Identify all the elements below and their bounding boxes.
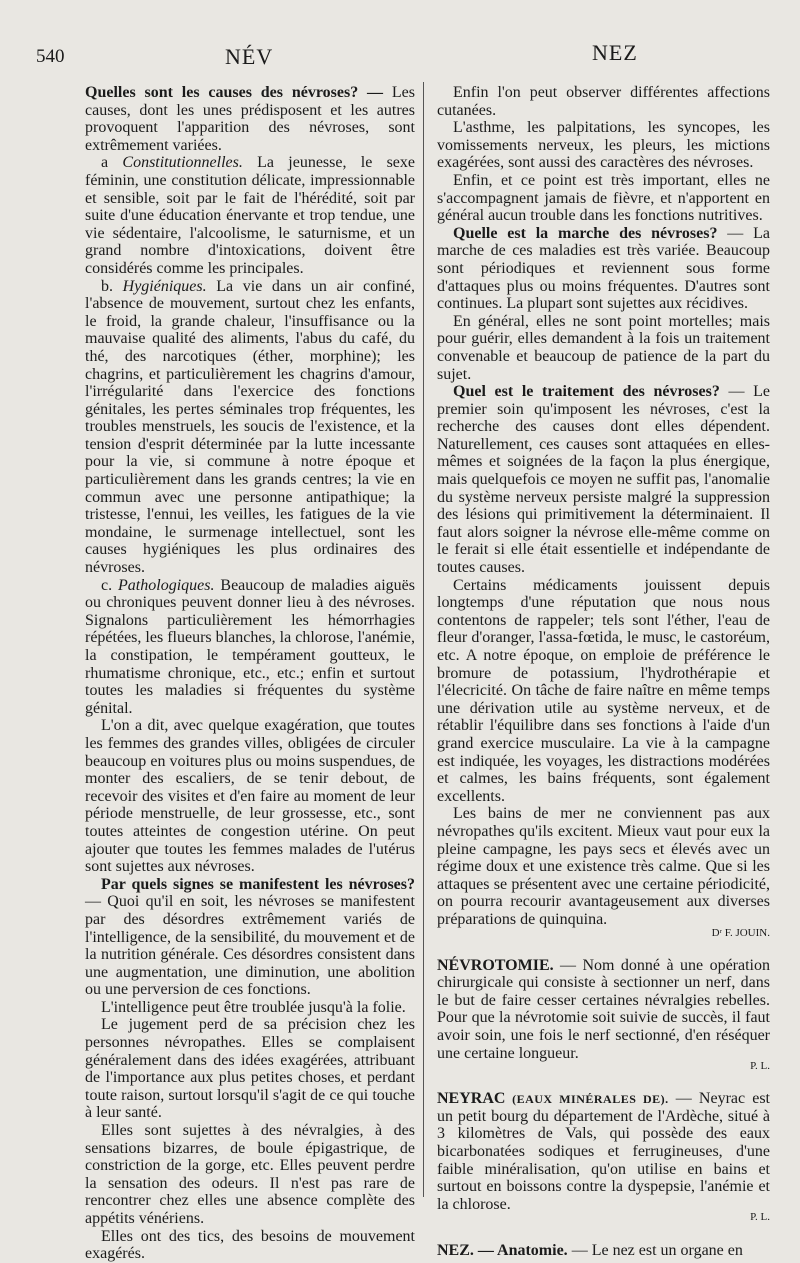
running-head-left: NÉV	[225, 44, 274, 69]
dictionary-entry: NEZ. — Anatomie. — Le nez est un organe en	[437, 1241, 743, 1259]
paragraph: Quelles sont les causes des névroses? — Les causes, dont les unes prédisposent et les autres provoquent l'apparition des névroses, sont extrêmement variées.	[85, 84, 415, 154]
paragraph: Quel est le traitement des névroses? — Le premier soin qu'imposent les névroses, c'est la recherche des causes dont elles dépendent. Naturellement, ces causes sont attaquées en elles-mêmes et soignées de la façon la plus énergique, mais quelquefois ce moyen ne suffit pas, l'anomalie du système nerveux persiste malgré la suppression des lésions qui primitivement la déterminaient. Il faut alors soigner la névrose elle-même comme on le ferait si elle était essentielle et indépendante de toutes causes.	[437, 383, 770, 577]
paragraph: Par quels signes se manifestent les névroses? — Quoi qu'il en soit, les névroses se manifestent par des désordres extrêmement variés de l'intelligence, de la sensibilité, du mouvement et de la nutrition générale. Ces désordres consistent dans une augmentation, une diminution, une abolition ou une perversion de ces fonctions.	[85, 875, 415, 999]
entry-headword: NEZ.	[437, 1241, 474, 1259]
subheading: Pathologiques.	[118, 576, 215, 594]
entry-subtitle: (EAUX MINÉRALES DE).	[505, 1092, 669, 1107]
paragraph: L'asthme, les palpitations, les syncopes, les vomissements nerveux, les pleurs, les mictions exagérées, sont aussi des caractères des névroses.	[437, 119, 770, 172]
paragraph: a Constitutionnelles. La jeunesse, le sexe féminin, une constitution délicate, impressionnable et sensible, soit par le fait de l'hérédité, soit par suite d'une éducation énervante et trop tendue, une vie sédentaire, l'alcoolisme, le saturnisme, et un grand nombre d'intoxications, doivent être considérés comme les principales.	[85, 154, 415, 277]
paragraph: Elles sont sujettes à des névralgies, à des sensations bizarres, de boule épigastrique, de constriction de la gorge, etc. Elles peuvent perdre la sensation des odeurs. Il n'est pas rare de rencontrer chez elles une absence complète des appétits vénériens.	[85, 1122, 415, 1227]
running-head-right: NEZ	[592, 40, 638, 65]
page-number: 540	[36, 46, 65, 67]
question-heading: Quelles sont les causes des névroses? —	[85, 84, 384, 101]
column-divider	[423, 82, 424, 1197]
question-heading: Quelle est la marche des névroses?	[453, 224, 718, 242]
entry-headword: NÉVROTOMIE.	[437, 956, 554, 974]
paragraph: Les bains de mer ne conviennent pas aux névropathes qu'ils excitent. Mieux vaut pour eux la pleine campagne, les pays secs et élevés avec un régime doux et une existence très calme. Que si les attaques se présentent avec une certaine périodicité, on pourra recourir avantageusement aux diverses préparations de quinquina.	[437, 805, 770, 928]
entry-headword: NEYRAC	[437, 1090, 506, 1108]
author-signature: P. L.	[750, 1060, 770, 1073]
question-heading: Quel est le traitement des névroses?	[453, 383, 720, 401]
paragraph: Enfin l'on peut observer différentes affections cutanées.	[437, 84, 770, 119]
paragraph: Certains médicaments jouissent depuis longtemps d'une réputation que nous nous contentons de rappeler; tels sont l'éther, l'eau de fleur d'oranger, l'assa-fœtida, le musc, le castoréum, etc. A notre époque, on emploie de préférence le bromure de potassium, l'hydrothérapie et l'élecricité. On tâche de faire naître en même temps une dérivation utile au système nerveux, et de rétablir l'équilibre dans ses fonctions à l'aide d'un grand exercice musculaire. La vie à la campagne est indiquée, les voyages, les distractions modérées et calmes, les bains fréquents, sont également excellents.	[437, 576, 770, 805]
entry-subtitle: — Anatomie.	[473, 1241, 568, 1259]
paragraph: Le jugement perd de sa précision chez les personnes névropathes. Elles se complaisent généralement dans des idées exagérées, attribuant de l'importance aux plus petites choses, et perdant toute raison, surtout lorsqu'il s'agit de ce qui touche à leur santé.	[85, 1016, 415, 1122]
paragraph: Elles ont des tics, des besoins de mouvement exagérés.	[85, 1227, 415, 1263]
paragraph: L'on a dit, avec quelque exagération, que toutes les femmes des grandes villes, obligées de circuler beaucoup en voitures plus ou moins suspendues, de monter des escaliers, de se tenir debout, de recevoir des visites et d'en faire au moment de leur période menstruelle, de leur grossesse, etc., sont toutes atteintes de congestion utérine. On peut ajouter que toutes les femmes malades de l'utérus sont sujettes aux névroses.	[85, 717, 415, 876]
paragraph: En général, elles ne sont point mortelles; mais pour guérir, elles demandent à la fois un traitement convenable et beaucoup de patience de la part du sujet.	[437, 312, 770, 383]
paragraph: b. Hygiéniques. La vie dans un air confiné, l'absence de mouvement, surtout chez les enfants, le froid, la grande chaleur, l'insuffisance ou la mauvaise qualité des aliments, l'abus du café, du thé, des narcotiques (éther, morphine); les chagrins, et particulièrement les chagrins d'amour, l'irrégularité dans l'exercice des fonctions génitales, les pertes séminales trop fréquentes, les troubles menstruels, les soucis de l'existence, et la tension d'esprit déterminée par la lutte incessante pour la vie, si commune à notre époque et particulièrement dans les grands centres; la vie en commun avec une personne antipathique; la tristesse, l'ennui, les veilles, les fatigues de la vie mondaine, le surmenage intellectuel, sont les causes hygiéniques les plus ordinaires des névroses.	[85, 277, 416, 577]
author-signature: P. L.	[750, 1211, 770, 1224]
subheading: Hygiéniques.	[122, 277, 207, 295]
author-signature: Dʳ F. JOUIN.	[711, 926, 770, 939]
subheading: Constitutionnelles.	[122, 154, 243, 172]
paragraph: Quelle est la marche des névroses? — La marche de ces maladies est très variée. Beaucoup sont périodiques et reviennent sous forme d'attaques plus ou moins fréquentes. D'autres sont continues. La plupart sont sujettes aux récidives.	[437, 224, 771, 313]
question-heading: Par quels signes se manifestent les névroses?	[101, 875, 415, 893]
paragraph: Enfin, et ce point est très important, elles ne s'accompagnent jamais de fièvre, et n'apportent en général aucun trouble dans les fonctions nutritives.	[437, 171, 770, 225]
dictionary-entry: NEYRAC (EAUX MINÉRALES DE). — Neyrac est un petit bourg du département de l'Ardèche, situé à 3 kilomètres de Vals, qui possède des eaux bicarbonatées sodiques et ferrugineuses, d'une faible minéralisation, qu'on utilise en bains et surtout en boissons contre la dyspepsie, l'anémie et la chlorose.	[437, 1090, 771, 1213]
dictionary-entry: NÉVROTOMIE. — Nom donné à une opération chirurgicale qui consiste à sectionner un nerf, dans le but de faire cesser certaines névralgies rebelles. Pour que la névrotomie soit suivie de succès, il faut avoir soin, une fois le nerf sectionné, d'en réséquer une certaine longueur.	[437, 956, 770, 1062]
left-column	[85, 84, 416, 1263]
paragraph: c. Pathologiques. Beaucoup de maladies aiguës ou chroniques peuvent donner lieu à des névroses. Signalons particulièrement les hémorrhagies répétées, les flueurs blanches, la chlorose, l'anémie, la constipation, le tempérament goutteux, le rhumatisme chronique, etc., etc.; enfin et surtout toutes les maladies si fréquentes du système génital.	[85, 576, 415, 717]
right-column	[437, 84, 771, 1259]
paragraph: L'intelligence peut être troublée jusqu'à la folie.	[101, 998, 406, 1016]
page-header	[0, 0, 800, 80]
